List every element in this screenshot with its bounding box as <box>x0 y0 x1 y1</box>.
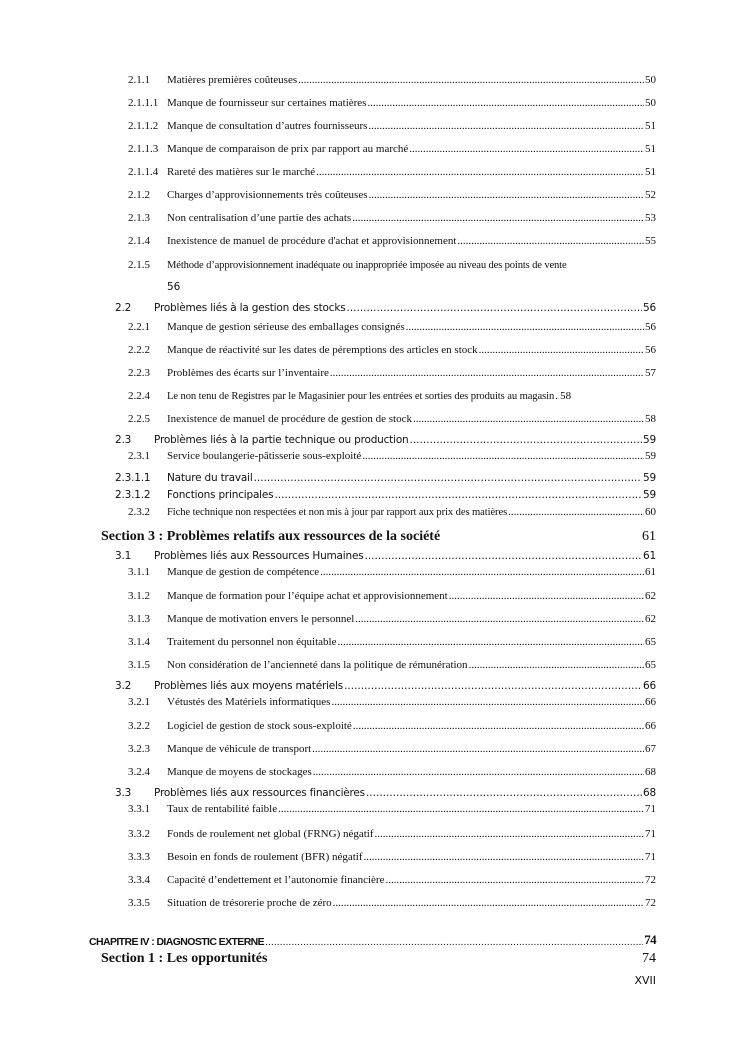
dot-leader <box>368 121 644 132</box>
entry-page: 62 <box>645 590 656 602</box>
dot-leader <box>385 875 644 886</box>
entry-number: 3.2.1 <box>128 696 150 708</box>
entry-number: 3.3.3 <box>128 851 150 863</box>
toc-entry[interactable] <box>128 158 656 178</box>
entry-title: Manque de formation pour l’équipe achat et approvisionnement <box>167 590 448 602</box>
entry-title: Besoin en fonds de roulement (BFR) négatif <box>167 851 363 863</box>
dot-leader <box>316 167 644 178</box>
toc-entry[interactable] <box>128 843 656 863</box>
entry-number: 2.1.5 <box>128 259 150 271</box>
entry-page: 68 <box>645 766 656 778</box>
entry-number: 3.3.1 <box>128 803 150 815</box>
entry-title: Service boulangerie-pâtisserie sous-exploité <box>167 450 362 462</box>
entry-number: 2.3.1 <box>128 450 150 462</box>
entry-page: 66 <box>645 696 656 708</box>
entry-page: 66 <box>643 680 656 692</box>
entry-title: Manque de gestion de compétence <box>167 566 320 578</box>
entry-page: 52 <box>645 189 656 201</box>
entry-number: 3.2.2 <box>128 720 150 732</box>
toc-entry[interactable] <box>128 89 656 109</box>
page-number: XVII <box>634 974 656 987</box>
toc-entry[interactable] <box>128 866 656 886</box>
entry-page: 58 <box>645 413 656 425</box>
toc-entry[interactable] <box>128 135 656 155</box>
entry-page: 65 <box>645 659 656 671</box>
toc-entry[interactable] <box>128 382 656 402</box>
dot-leader <box>337 637 644 648</box>
toc-entry[interactable] <box>128 690 656 708</box>
toc-entry[interactable] <box>128 651 656 671</box>
entry-number: 2.3.1.2 <box>115 489 151 501</box>
entry-page: 56 <box>643 302 656 314</box>
dot-leader <box>352 213 644 224</box>
dot-leader <box>369 190 644 201</box>
entry-page: 50 <box>645 97 656 109</box>
section-heading[interactable] <box>101 945 656 967</box>
entry-page: 53 <box>645 212 656 224</box>
entry-number: 3.1 <box>115 550 132 562</box>
entry-title: Manque de consultation d’autres fournisseurs <box>167 120 368 132</box>
section-heading[interactable] <box>101 523 656 545</box>
dot-leader <box>413 414 644 425</box>
entry-number: 3.1.1 <box>128 566 150 578</box>
entry-page: 55 <box>645 235 656 247</box>
dot-leader <box>298 75 644 86</box>
entry-number: 2.1.3 <box>128 212 150 224</box>
toc-entry[interactable] <box>115 483 656 501</box>
entry-title: Inexistence de manuel de procédure d'achat et approvisionnement <box>167 235 457 247</box>
dot-leader <box>353 721 644 732</box>
entry-number: 2.2.4 <box>128 390 150 402</box>
dot-leader <box>469 660 644 671</box>
toc-entry[interactable] <box>128 628 656 648</box>
entry-title: Manque de fournisseur sur certaines matières <box>167 97 367 109</box>
dot-leader <box>449 591 644 602</box>
entry-title: Matières premières coûteuses <box>167 74 298 86</box>
entry-page: 59 <box>643 472 656 484</box>
entry-number: 2.1.1.1 <box>128 97 159 109</box>
entry-page: 61 <box>645 566 656 578</box>
entry-title: Non centralisation d’une partie des achats <box>167 212 352 224</box>
entry-title: Logiciel de gestion de stock sous-exploité <box>167 720 352 732</box>
entry-page: 71 <box>645 828 656 840</box>
entry-page: 59 <box>643 434 656 446</box>
entry-page: 61 <box>643 550 656 562</box>
entry-page: 56 <box>645 321 656 333</box>
entry-title: Fonctions principales <box>167 489 274 501</box>
entry-number: 3.2 <box>115 680 132 692</box>
entry-title: Manque de comparaison de prix par rapport au marché <box>167 143 409 155</box>
toc-entry[interactable] <box>128 820 656 840</box>
entry-page: 65 <box>645 636 656 648</box>
entry-title: Fiche technique non respectées et non mis à jour par rapport aux prix des matières <box>167 507 508 518</box>
entry-number: 2.2 <box>115 302 132 314</box>
toc-entry[interactable] <box>128 359 656 379</box>
toc-entry[interactable] <box>128 405 656 425</box>
dot-leader <box>409 144 644 155</box>
entry-title: Méthode d’approvisionnement inadéquate ou inappropriée imposée au niveau des points de vente <box>167 260 567 271</box>
toc-entry[interactable] <box>128 560 656 578</box>
entry-title: Problèmes liés à la partie technique ou production <box>154 434 409 446</box>
dot-leader <box>355 614 644 625</box>
dot-leader <box>362 451 644 462</box>
entry-title: Problèmes liés aux Ressources Humaines <box>154 550 364 562</box>
entry-number: 3.3.5 <box>128 897 150 909</box>
entry-page: 68 <box>643 787 656 799</box>
dot-leader <box>313 767 644 778</box>
toc-entry[interactable] <box>115 466 656 484</box>
toc-entry[interactable] <box>128 797 656 815</box>
entry-page: 59 <box>643 489 656 501</box>
dot-leader <box>367 98 644 109</box>
entry-number: 3.1.4 <box>128 636 150 648</box>
entry-title: Manque de moyens de stockages <box>167 766 312 778</box>
toc-entry[interactable] <box>128 758 656 778</box>
entry-title: Manque de véhicule de transport <box>167 743 312 755</box>
entry-number: 3.3 <box>115 787 132 799</box>
dot-leader <box>278 804 644 815</box>
entry-page: 51 <box>645 120 656 132</box>
dot-leader <box>375 829 644 840</box>
entry-page: 71 <box>645 851 656 863</box>
entry-number: 3.2.3 <box>128 743 150 755</box>
dot-leader <box>364 852 644 863</box>
entry-title: Non considération de l’ancienneté dans la politique de rémunération <box>167 659 468 671</box>
entry-title: Charges d’approvisionnements très coûteuses <box>167 189 368 201</box>
entry-number: 2.3.1.1 <box>115 472 151 484</box>
entry-title: Problèmes liés à la gestion des stocks <box>154 302 346 314</box>
entry-number: 3.1.2 <box>128 590 150 602</box>
entry-title: Nature du travail <box>167 472 253 484</box>
toc-entry[interactable] <box>115 296 656 314</box>
toc-entry[interactable] <box>128 181 656 201</box>
toc-entry[interactable] <box>128 66 656 86</box>
entry-title: Fonds de roulement net global (FRNG) négatif <box>167 828 374 840</box>
entry-title: Rareté des matières sur le marché <box>167 166 316 178</box>
entry-page: 72 <box>645 897 656 909</box>
entry-page: 58 <box>560 390 572 402</box>
toc-entry[interactable] <box>128 735 656 755</box>
section-title: Section 3 : Problèmes relatifs aux ressources de la société <box>101 529 441 544</box>
entry-title: Capacité d’endettement et l’autonomie financière <box>167 874 385 886</box>
entry-title: Inexistence de manuel de procédure de gestion de stock <box>167 413 412 425</box>
entry-number: 2.1.1.2 <box>128 120 159 132</box>
entry-title: Situation de trésorerie proche de zéro <box>167 897 332 909</box>
section-page: 74 <box>642 951 656 966</box>
toc-entry[interactable] <box>128 313 656 333</box>
dot-leader <box>320 567 644 578</box>
dot-leader <box>333 898 644 909</box>
entry-title: Manque de gestion sérieuse des emballages consignés <box>167 321 405 333</box>
chapter-title: CHAPITRE IV : DIAGNOSTIC EXTERNE <box>89 936 265 948</box>
entry-page: 72 <box>645 874 656 886</box>
entry-page: 51 <box>645 166 656 178</box>
entry-number: 2.1.2 <box>128 189 150 201</box>
toc-entry[interactable] <box>128 444 656 462</box>
entry-number: 3.1.5 <box>128 659 150 671</box>
entry-page: 62 <box>645 613 656 625</box>
entry-title: Problèmes liés aux moyens matériels <box>154 680 344 692</box>
entry-page: 56 <box>645 344 656 356</box>
entry-title: Taux de rentabilité faible <box>167 803 278 815</box>
entry-number: 2.2.5 <box>128 413 150 425</box>
entry-page: 50 <box>645 74 656 86</box>
entry-page: 71 <box>645 803 656 815</box>
entry-page: 67 <box>645 743 656 755</box>
entry-number: 2.1.1 <box>128 74 150 86</box>
entry-page: 51 <box>645 143 656 155</box>
entry-title: Manque de motivation envers le personnel <box>167 613 355 625</box>
chapter-page: 74 <box>644 932 656 947</box>
toc-entry[interactable] <box>128 605 656 625</box>
dot-leader <box>457 236 644 247</box>
entry-title: Problèmes des écarts sur l’inventaire <box>167 367 329 379</box>
entry-number: 2.2.2 <box>128 344 150 356</box>
toc-entry[interactable] <box>128 227 656 247</box>
entry-title: Vétustés des Matériels informatiques <box>167 696 331 708</box>
dot-leader <box>555 391 559 402</box>
entry-page: 66 <box>645 720 656 732</box>
dot-leader <box>312 744 644 755</box>
dot-leader <box>508 507 644 518</box>
entry-title: Le non tenu de Registres par le Magasinier pour les entrées et sorties des produits au magasin <box>167 391 555 402</box>
dot-leader <box>479 345 644 356</box>
toc-entry[interactable] <box>128 336 656 356</box>
entry-number: 3.1.3 <box>128 613 150 625</box>
entry-page: 60 <box>645 506 656 518</box>
entry-number: 3.2.4 <box>128 766 150 778</box>
dot-leader <box>406 322 644 333</box>
toc-entry[interactable] <box>128 582 656 602</box>
entry-number: 2.1.4 <box>128 235 150 247</box>
dot-leader <box>331 697 644 708</box>
section-title: Section 1 : Les opportunités <box>101 951 268 966</box>
section-page: 61 <box>642 529 656 544</box>
entry-page: 57 <box>645 367 656 379</box>
entry-number: 2.1.1.4 <box>128 166 159 178</box>
toc-entry[interactable] <box>128 112 656 132</box>
entry-title: Manque de réactivité sur les dates de péremptions des articles en stock <box>167 344 478 356</box>
entry-number: 3.3.4 <box>128 874 150 886</box>
entry-number: 2.3 <box>115 434 132 446</box>
dot-leader <box>330 368 644 379</box>
entry-page: 59 <box>645 450 656 462</box>
entry-number: 2.2.3 <box>128 367 150 379</box>
toc-entry[interactable] <box>128 712 656 732</box>
toc-entry[interactable] <box>128 251 656 293</box>
entry-title: Traitement du personnel non équitable <box>167 636 337 648</box>
entry-number: 2.2.1 <box>128 321 150 333</box>
toc-entry[interactable] <box>128 204 656 224</box>
entry-title: Problèmes liés aux ressources financières <box>154 787 365 799</box>
toc-entry[interactable] <box>128 889 656 909</box>
entry-number: 2.3.2 <box>128 506 150 518</box>
entry-number: 2.1.1.3 <box>128 143 159 155</box>
entry-number: 3.3.2 <box>128 828 150 840</box>
toc-entry[interactable] <box>128 500 656 518</box>
entry-page: 56 <box>167 281 181 293</box>
